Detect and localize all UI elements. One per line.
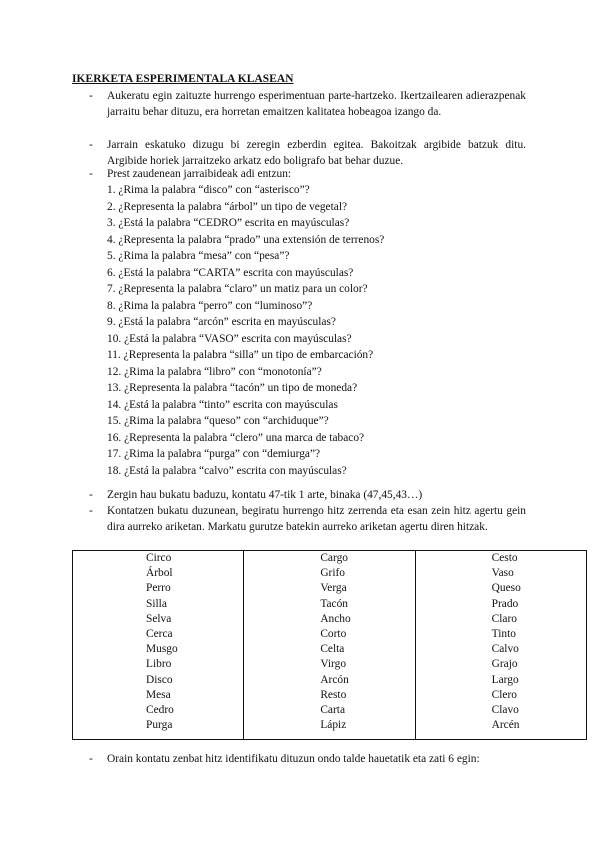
word-cell: Lápiz	[320, 719, 347, 732]
word-cell: Calvo	[491, 643, 519, 656]
question-item: 11. ¿Representa la palabra “silla” un tipo de embarcación?	[107, 349, 374, 361]
question-item: 2. ¿Representa la palabra “árbol” un tipo de vegetal?	[107, 200, 348, 213]
word-cell: Libro	[146, 658, 172, 671]
dash-marker: -	[89, 139, 93, 151]
word-cell: Verga	[320, 582, 347, 595]
question-item: 17. ¿Rima la palabra “purga” con “demiurga”?	[107, 448, 321, 460]
question-item: 7. ¿Representa la palabra “claro” un matiz para un color?	[107, 283, 368, 295]
question-item: 16. ¿Representa la palabra “clero” una marca de tabaco?	[107, 431, 365, 444]
question-item: 1. ¿Rima la palabra “disco” con “asterisco”?	[107, 184, 310, 196]
word-cell: Silla	[146, 597, 167, 610]
question-item: 8. ¿Rima la palabra “perro” con “luminoso”?	[107, 299, 313, 312]
question-item: 10. ¿Está la palabra “VASO” escrita con mayúsculas?	[107, 332, 352, 345]
question-item: 13. ¿Representa la palabra “tacón” un tipo de moneda?	[107, 382, 358, 394]
bullet-tasks	[89, 137, 526, 170]
bullet-text: Orain kontatu zenbat hitz identifikatu dituzun ondo talde hauetatik eta zati 6 egin:	[107, 753, 480, 765]
question-item: 14. ¿Está la palabra “tinto” escrita con mayúsculas	[107, 398, 338, 411]
dash-marker: -	[89, 90, 93, 102]
dash-marker: -	[89, 489, 93, 501]
page-title: IKERKETA ESPERIMENTALA KLASEAN	[72, 73, 294, 85]
dash-marker: -	[89, 505, 93, 517]
question-item: 18. ¿Está la palabra “calvo” escrita con mayúsculas?	[107, 464, 347, 477]
question-item: 3. ¿Está la palabra “CEDRO” escrita en mayúsculas?	[107, 217, 350, 229]
word-cell: Queso	[491, 582, 521, 595]
word-cell: Mesa	[146, 688, 171, 701]
bullet-intro	[89, 88, 526, 121]
bullet-count	[89, 487, 526, 503]
word-cell: Disco	[146, 673, 173, 686]
question-item: 12. ¿Rima la palabra “libro” con “monotonía”?	[107, 365, 322, 378]
question-item: 5. ¿Rima la palabra “mesa” con “pesa”?	[107, 250, 290, 262]
word-cell: Clero	[491, 688, 517, 701]
bullet-words	[89, 503, 526, 536]
bullet-final	[89, 751, 526, 767]
word-cell: Grifo	[320, 567, 346, 580]
question-item: 6. ¿Está la palabra “CARTA” escrita con mayúsculas?	[107, 266, 354, 279]
word-cell: Ancho	[320, 612, 351, 625]
bullet-text: Kontatzen bukatu duzunean, begiratu hurrengo hitz zerrenda eta esan zein hitz agertu gein dira aurreko ariketan. Markatu gurutze batekin aurreko ariketan agertu diren hitzak.	[107, 505, 526, 534]
word-cell: Largo	[491, 673, 519, 686]
word-cell: Prado	[491, 597, 519, 610]
word-cell: Claro	[491, 612, 517, 625]
word-cell: Cedro	[146, 703, 174, 716]
bullet-text: Jarrain eskatuko dizugu bi zeregin ezberdin egitea. Bakoitzak argibide batzuk ditu. Argibide horiek jarraitzeko arkatz edo boligrafo bat behar duzue.	[107, 139, 526, 168]
word-cell: Celta	[320, 643, 345, 656]
word-cell: Cerca	[146, 627, 173, 640]
word-cell: Cargo	[320, 552, 348, 564]
dash-marker: -	[89, 753, 93, 765]
bullet-text: Prest zaudenean jarraibideak adi entzun:	[107, 168, 292, 180]
word-cell: Tacón	[320, 597, 348, 610]
word-cell: Purga	[146, 719, 173, 732]
word-cell: Circo	[146, 552, 172, 564]
word-cell: Grajo	[491, 658, 518, 671]
question-item: 15. ¿Rima la palabra “queso” con “archiduque”?	[107, 415, 329, 427]
word-cell: Tinto	[491, 627, 516, 640]
word-cell: Selva	[146, 612, 172, 625]
dash-marker: -	[89, 168, 93, 180]
word-column-1	[73, 551, 244, 740]
word-cell: Cesto	[491, 552, 518, 564]
word-cell: Virgo	[320, 658, 347, 671]
word-column-3	[415, 551, 586, 740]
word-cell: Arcón	[320, 673, 349, 686]
bullet-listen	[89, 166, 526, 182]
question-list	[107, 182, 384, 479]
bullet-text: Zergin hau bukatu baduzu, kontatu 47-tik 1 arte, binaka (47,45,43…)	[107, 489, 423, 501]
word-cell: Resto	[320, 688, 347, 701]
word-cell: Musgo	[146, 643, 178, 656]
word-cell: Arcén	[491, 719, 520, 732]
word-table	[72, 550, 587, 740]
bullet-text: Aukeratu egin zaituzte hurrengo esperimentuan parte-hartzeko. Ikertzailearen adierazpenak jarraitu behar dituzu, era horretan emaitzen kalitatea hobeagoa izango da.	[107, 90, 526, 119]
question-item: 9. ¿Está la palabra “arcón” escrita en mayúsculas?	[107, 316, 336, 328]
word-cell: Árbol	[146, 567, 173, 580]
word-cell: Corto	[320, 627, 347, 640]
word-cell: Vaso	[491, 567, 514, 580]
question-item: 4. ¿Representa la palabra “prado” una extensión de terrenos?	[107, 233, 385, 246]
word-cell: Clavo	[491, 703, 519, 716]
table-row	[73, 551, 587, 740]
word-cell: Perro	[146, 582, 171, 595]
word-column-2	[244, 551, 415, 740]
word-cell: Carta	[320, 703, 345, 716]
